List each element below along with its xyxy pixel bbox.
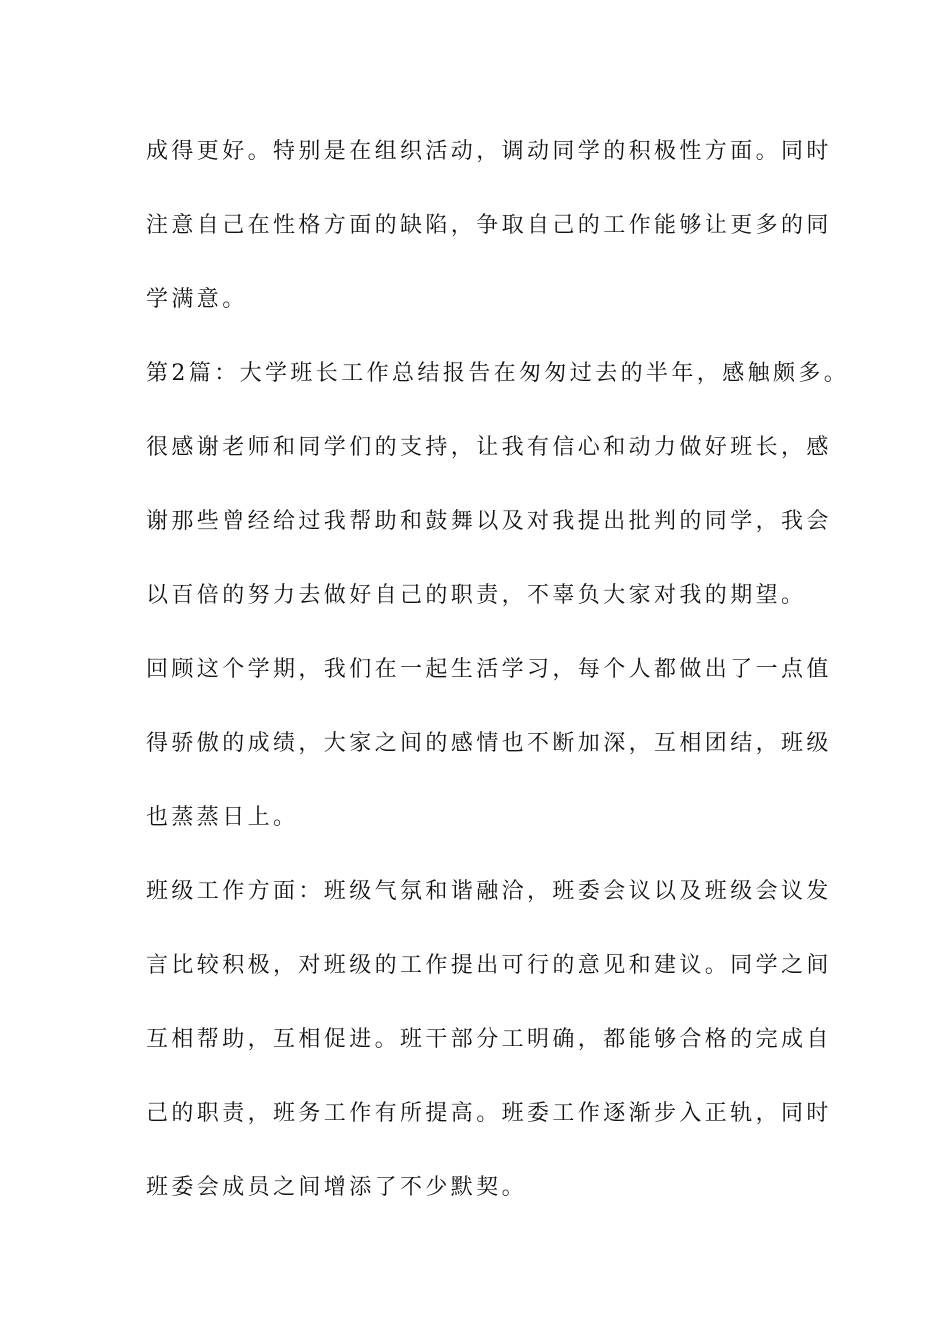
text-line-6: 谢那些曾经给过我帮助和鼓舞以及对我提出批判的同学，我会: [146, 509, 832, 534]
document-body: [146, 132, 850, 1242]
text-line-9: 得骄傲的成绩，大家之间的感情也不断加深，互相团结，班级: [146, 731, 832, 756]
text-line-2: 注意自己在性格方面的缺陷，争取自己的工作能够让更多的同: [146, 213, 832, 238]
text-line-11: 班级工作方面：班级气氛和谐融洽，班委会议以及班级会议发: [146, 879, 832, 904]
text-line-1: 成得更好。特别是在组织活动，调动同学的积极性方面。同时: [146, 139, 832, 164]
text-line-10: 也蒸蒸日上。: [146, 805, 299, 830]
text-line-14: 己的职责，班务工作有所提高。班委工作逐渐步入正轨，同时: [146, 1101, 832, 1126]
text-line-13: 互相帮助，互相促进。班干部分工明确，都能够合格的完成自: [146, 1027, 832, 1052]
text-line-3: 学满意。: [146, 287, 248, 312]
text-line-7: 以百倍的努力去做好自己的职责，不辜负大家对我的期望。: [146, 583, 807, 608]
text-line-15: 班委会成员之间增添了不少默契。: [146, 1175, 528, 1200]
text-line-5: 很感谢老师和同学们的支持，让我有信心和动力做好班长，感: [146, 435, 832, 460]
text-line-8: 回顾这个学期，我们在一起生活学习，每个人都做出了一点值: [146, 657, 832, 682]
text-line-4: 第2篇：大学班长工作总结报告在匆匆过去的半年，感触颇多。: [146, 361, 850, 386]
text-line-12: 言比较积极，对班级的工作提出可行的意见和建议。同学之间: [146, 953, 832, 978]
